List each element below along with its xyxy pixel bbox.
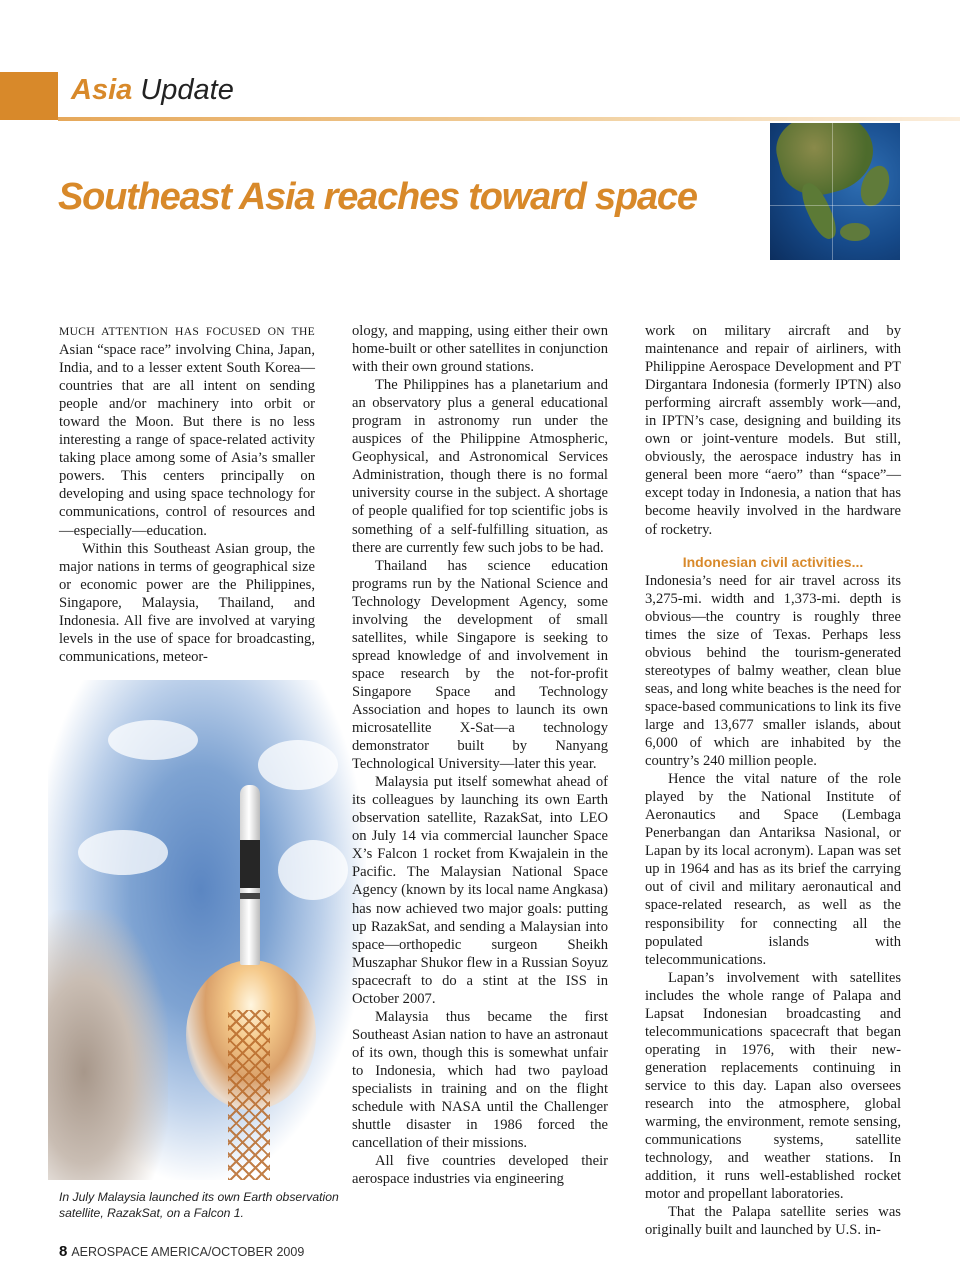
lead-in-smallcaps: MUCH ATTENTION HAS FOCUSED ON THE [59,325,315,338]
paragraph: The Philippines has a planetarium and an observatory plus a general educational program in astronomy run under the auspices of the Philippine Atmospheric, Geophysical, and Astronomical Services Administration, though there is no formal university course in the subject. A shortage of people qualified for top scientific jobs is something of a self-fulfilling situation, as there are currently few such jobs to be had. [352,377,608,556]
paragraph: Lapan’s involvement with satellites includes the whole range of Palapa and Lapsat Indonesian broadcasting and telecommunications spacecraft that began operating in 1976, with their new-generation replacements continuing in service to this day. Lapan also oversees research into the atmosphere, global warming, the environment, remote sensing, communications systems, satellite technology, and weather stations. In addition, it runs well-established rocket motor and propellant laboratories. [645,969,901,1203]
globe-image [770,123,900,260]
paragraph: work on military aircraft and by maintenance and repair of airliners, with Philippine Aerospace Development and PT Dirgantara Indonesia (formerly IPTN) also performing aircraft assembly work—and, in IPTN’s case, designing and building its own or joint-venture models. But still, obviously, the aerospace industry has in general been more “aero” than “space”—except today in Indonesia, a nation that has become heavily involved in the hardware of rocketry. [645,323,901,538]
paragraph: Within this Southeast Asian group, the major nations in terms of geographical size or economic power are the Philippines, Singapore, Malaysia, Thailand, and Indonesia. All five are involved at varying levels in the use of space for broadcasting, communications, meteor- [59,540,315,665]
page-footer [59,1243,304,1260]
paragraph: Malaysia thus became the first Southeast Asian nation to have an astronaut of its own, though this is somewhat unfair to Indonesia, which had two payload specialists in training and on the flight schedule with NASA until the Challenger shuttle disaster in 1986 forced the cancellation of their missions. [352,1008,608,1152]
paragraph: That the Palapa satellite series was originally built and launched by U.S. in- [645,1204,901,1239]
column-3 [645,322,901,1239]
column-2 [352,322,608,1188]
paragraph: Thailand has science education programs run by the National Science and Technology Development Agency, some involving the development of small satellites, while Singapore is seeking to spread knowledge of and involvement in space research by the not-for-profit Singapore Space and Technology Association and hopes to launch its own microsatellite X-Sat—a technology demonstrator built by Nanyang Technological University—later this year. [352,557,608,773]
paragraph: All five countries developed their aerospace industries via engineering [352,1153,608,1188]
article-headline: Southeast Asia reaches toward space [58,176,697,218]
paragraph: Indonesia’s need for air travel across its 3,275-mi. width and 1,373-mi. depth is obvious—the country is roughly three times the size of Texas. Perhaps less obvious behind the tourism-generated stereotypes of balmy weather, clean blue seas, and long white beaches is the need for space-based communications to link its five large and 13,677 smaller islands, about 6,000 of which are inhabited by the country’s 240 million people. [645,572,901,770]
page-number: 8 [59,1243,68,1260]
paragraph [59,322,315,540]
section-title [71,74,234,107]
paragraph-text: Asian “space race” involving China, Japan, India, and to a lesser extent South Korea—countries that are all intent on sending people and/or machinery into orbit or toward the Moon. But there is no less interesting a range of space-related activity taking place among some of Asia’s smaller powers. This centers principally on developing and using space technology for communications, control of resources and—especially—education. [59,342,315,539]
paragraph: Hence the vital nature of the role played by the National Institute of Aeronautics and Space (Lembaga Penerbangan dan Antariksa Nasional, or Lapan by its local acronym). Lapan was set up in 1964 and has as its brief the carrying out of civil and military aeronautical and space-related research, as well as the responsibility for connecting all the populated islands with telecommunications. [645,771,901,968]
section-title-rest: Update [132,74,234,106]
header-accent-bar [0,72,58,120]
header-rule [58,117,960,121]
section-title-bold: Asia [71,74,133,106]
photo-caption: In July Malaysia launched its own Earth observation satellite, RazakSat, on a Falcon 1. [59,1190,339,1220]
column-1 [59,322,315,666]
paragraph: ology, and mapping, using either their own home-built or other satellites in conjunction with their own ground stations. [352,323,608,376]
publication-info: AEROSPACE AMERICA/OCTOBER 2009 [71,1245,305,1259]
subheading: Indonesian civil activities... [682,553,864,570]
paragraph: Malaysia put itself somewhat ahead of its colleagues by launching its own Earth observation satellite, RazakSat, into LEO on July 14 via commercial launcher Space X’s Falcon 1 rocket from Kwajalein in the Pacific. The Malaysian National Space Agency (known by its local name Angkasa) has now achieved two major goals: putting up RazakSat, and sending a Malaysian into space—orthopedic surgeon Sheikh Muszaphar Shukor flew in a Russian Soyuz spacecraft to do a stint at the ISS in October 2007. [352,774,608,1007]
rocket-launch-photo [48,680,366,1180]
